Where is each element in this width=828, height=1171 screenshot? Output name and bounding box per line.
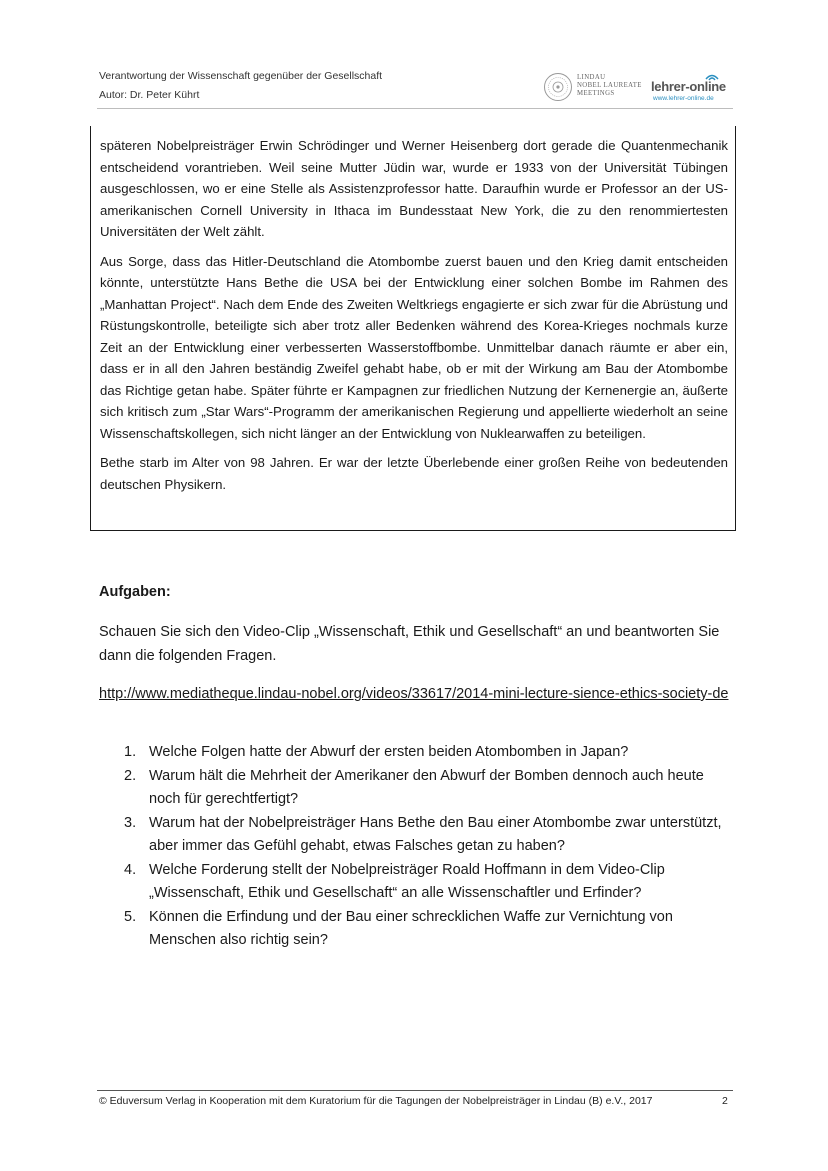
question-item-4: 4. Welche Forderung stellt der Nobelpreisträger Roald Hoffmann in dem Video-Clip „Wissenschaft, Ethik und Gesellschaft“ an alle Wissenschaftler und Erfinder?	[124, 861, 665, 901]
header-author: Autor: Dr. Peter Kührt	[99, 89, 200, 101]
header-divider	[97, 108, 733, 109]
question-list	[124, 741, 729, 953]
lindau-seal-icon	[543, 72, 573, 102]
signal-wave-icon	[704, 70, 720, 82]
video-link[interactable]: http://www.mediatheque.lindau-nobel.org/videos/33617/2014-mini-lecture-sience-ethics-society-de	[99, 686, 729, 702]
tasks-heading: Aufgaben:	[99, 584, 171, 600]
header-title: Verantwortung der Wissenschaft gegenüber der Gesellschaft	[99, 70, 383, 82]
biography-paragraph-1: späteren Nobelpreisträger Erwin Schrödinger und Werner Heisenberg dort gerade die Quantenmechanik entscheidend vorantrieben. Weil seine Mutter Jüdin war, wurde er 1933 von der Universität Tübingen ausgeschlossen, wo er eine Stelle als Assistenzprofessor hatte. Daraufhin wurde er Professor an der US-amerikanischen Cornell University in Ithaca im Bundesstaat New York, die zu den renommiertesten Universitäten der Welt zählt.	[100, 138, 728, 239]
lindau-logo-text: LINDAU NOBEL LAUREATE MEETINGS	[577, 74, 642, 97]
question-item-2: 2. Warum hält die Mehrheit der Amerikaner den Abwurf der Bomben dennoch auch heute noch für gerechtfertigt?	[124, 767, 704, 807]
biography-paragraph-3: Bethe starb im Alter von 98 Jahren. Er war der letzte Überlebende einer großen Reihe von bedeutenden deutschen Physikern.	[100, 455, 728, 492]
question-item-3: 3. Warum hat der Nobelpreisträger Hans Bethe den Bau einer Atombombe zwar unterstützt, aber immer das Gefühl gehabt, etwas Falsches getan zu haben?	[124, 814, 722, 854]
biography-paragraph-2: Aus Sorge, dass das Hitler-Deutschland die Atombombe zuerst bauen und den Krieg damit entscheiden könnte, unterstützte Hans Bethe die USA bei der Entwicklung einer solchen Bombe im Rahmen des „Manhattan Project“. Nach dem Ende des Zweiten Weltkriegs engagierte er sich zwar für die Abrüstung und Rüstungskontrolle, beteiligte sich aber trotz aller Bedenken während des Korea-Krieges nochmals kurze Zeit an der Entwicklung einer verbesserten Wasserstoffbombe. Unmittelbar danach räumte er aber ein, dass er in all den Jahren beständig Zweifel gehabt habe, ob er mit der Wirkung am Bau der Atombombe das Richtige getan habe. Später führte er Kampagnen zur friedlichen Nutzung der Kernenergie an, äußerte sich kritisch zum „Star Wars“-Programm der amerikanischen Regierung und appellierte wiederholt an seine Wissenschaftskollegen, sich nicht länger an der Entwicklung von Nuklearwaffen zu beteiligen.	[100, 253, 728, 441]
page-header	[97, 68, 733, 108]
footer-divider	[97, 1090, 733, 1091]
question-item-1: 1. Welche Folgen hatte der Abwurf der ersten beiden Atombomben in Japan?	[124, 744, 629, 760]
lehrer-online-url[interactable]: www.lehrer-online.de	[653, 95, 714, 102]
biography-box	[90, 126, 736, 531]
header-logos	[543, 70, 733, 104]
page-number: 2	[722, 1095, 728, 1107]
lehrer-online-logo: lehrer-online	[651, 79, 726, 94]
footer-copyright: © Eduversum Verlag in Kooperation mit dem Kuratorium für die Tagungen der Nobelpreisträger in Lindau (B) e.V., 2017	[99, 1095, 653, 1107]
question-item-5: 5. Können die Erfindung und der Bau einer schrecklichen Waffe zur Vernichtung von Menschen also richtig sein?	[124, 908, 673, 948]
tasks-intro: Schauen Sie sich den Video-Clip „Wissenschaft, Ethik und Gesellschaft“ an und beantworten Sie dann die folgenden Fragen.	[99, 624, 720, 664]
